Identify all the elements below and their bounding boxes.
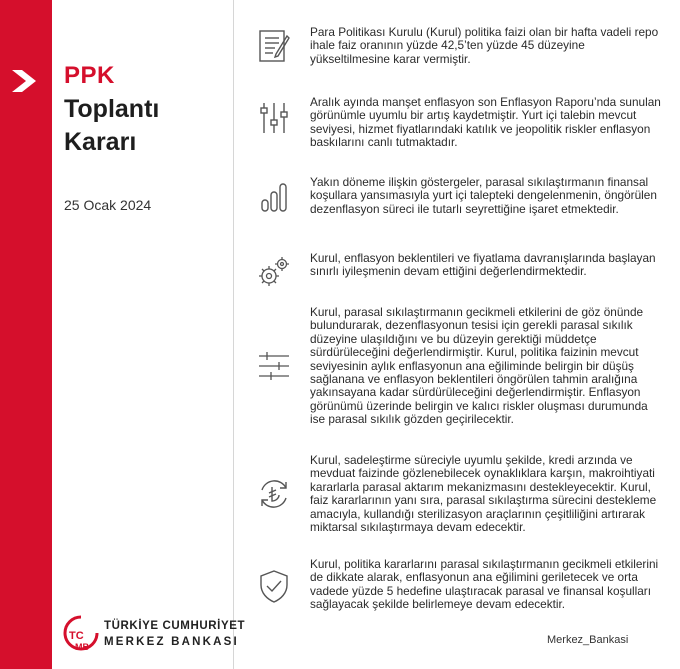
decision-text-1: Para Politikası Kurulu (Kurul) politika faizi olan bir hafta vadeli repo ihale faiz oranının yüzde 42,5’ten yüzde 45 düzeyine yükseltilmesine karar vermiştir. — [310, 25, 659, 66]
logo-line-2: MERKEZ BANKASI — [104, 636, 239, 648]
decision-text-5: Kurul, parasal sıkılaştırmanın gecikmeli etkilerini de göz önünde bulundurarak, dezenflasyonun tesisi için gerekli parasal sıkılık düzeyine ulaşıldığını ve bu düzeyin gerektiği müddetçe sürdürüleceğini değerlendirmiştir. Kurul, politika faizinin mevcut seviyesinin aylık enflasyonun ana eğiliminde belirgin bir düşüş sağlanana ve enflasyon beklentileri öngörülen tahmin aralığına yakınsayana kadar sürdürüleceğini değerlendirmiştir. Enflasyon görünümü üzerinde belirgin ve kalıcı riskler oluşması durumunda ise parasal sıkılık gözden geçirilecektir. — [310, 305, 648, 427]
decision-text-6: Kurul, sadeleştirme süreciyle uyumlu şekilde, kredi arzında ve mevduat faizinde gözlenebilecek oynaklıklara karşın, makroihtiyati kararlarla parasal aktarım mekanizmasını destekleyecektir. Kurul, faiz kararlarının yanı sıra, parasal sıkılaştırma sürecini destekleme amacıyla, kullandığı sterilizasyon araçlarının çeşitliliğini artırarak miktarsal sıkılaştırmaya devam edecektir. — [310, 453, 657, 535]
decision-text-2: Aralık ayında manşet enflasyon son Enflasyon Raporu’nda sunulan görünümle uyumlu bir artış kaydetmiştir. Yurt içi talebin mevcut seviyesi, hizmet fiyatlarındaki katılık ve jeopolitik riskler enflasyon baskılarını canlı tutmaktadır. — [310, 95, 661, 150]
red-side-bar — [0, 0, 52, 669]
title-line-3: Kararı — [64, 128, 137, 156]
title-ppk: PPK — [64, 62, 115, 89]
document-icon — [256, 28, 292, 64]
gears-icon — [256, 254, 292, 290]
bar-chart-icon — [256, 178, 292, 214]
decision-text-7: Kurul, politika kararlarını parasal sıkılaştırmanın gecikmeli etkilerini de dikkate alarak, enflasyonun ana eğilimini geriletecek ve orta vadede yüzde 5 hedefine ulaştıracak parasal ve finansal koşulları sağlayacak şekilde belirlemeye devam edecektir. — [310, 557, 659, 612]
sliders-icon — [256, 100, 292, 136]
tcmb-emblem-icon — [62, 614, 100, 654]
vertical-divider — [233, 0, 234, 669]
logo-line-1: TÜRKİYE CUMHURİYET — [104, 620, 246, 632]
svg-text:MB: MB — [75, 642, 89, 652]
lira-cycle-icon — [256, 476, 292, 512]
decision-text-4: Kurul, enflasyon beklentileri ve fiyatlama davranışlarında başlayan sınırlı iyileşmenin devam ettiğini değerlendirmektedir. — [310, 251, 656, 279]
decision-text-3: Yakın döneme ilişkin göstergeler, parasal sıkılaştırmanın finansal koşullara yansımasıyla yurt içi talepteki dengelenmenin, öngörülen dezenflasyon süreci ile tutarlı seyrettiğine işaret etmektedir. — [310, 175, 657, 216]
meeting-date: 25 Ocak 2024 — [64, 197, 152, 213]
chevron-right-icon — [12, 70, 40, 92]
title-line-2: Toplantı — [64, 95, 160, 123]
footer-handle: Merkez_Bankasi — [547, 634, 629, 646]
shield-check-icon — [256, 568, 292, 604]
svg-text:TC: TC — [69, 630, 84, 642]
horizontal-sliders-icon — [256, 348, 292, 384]
